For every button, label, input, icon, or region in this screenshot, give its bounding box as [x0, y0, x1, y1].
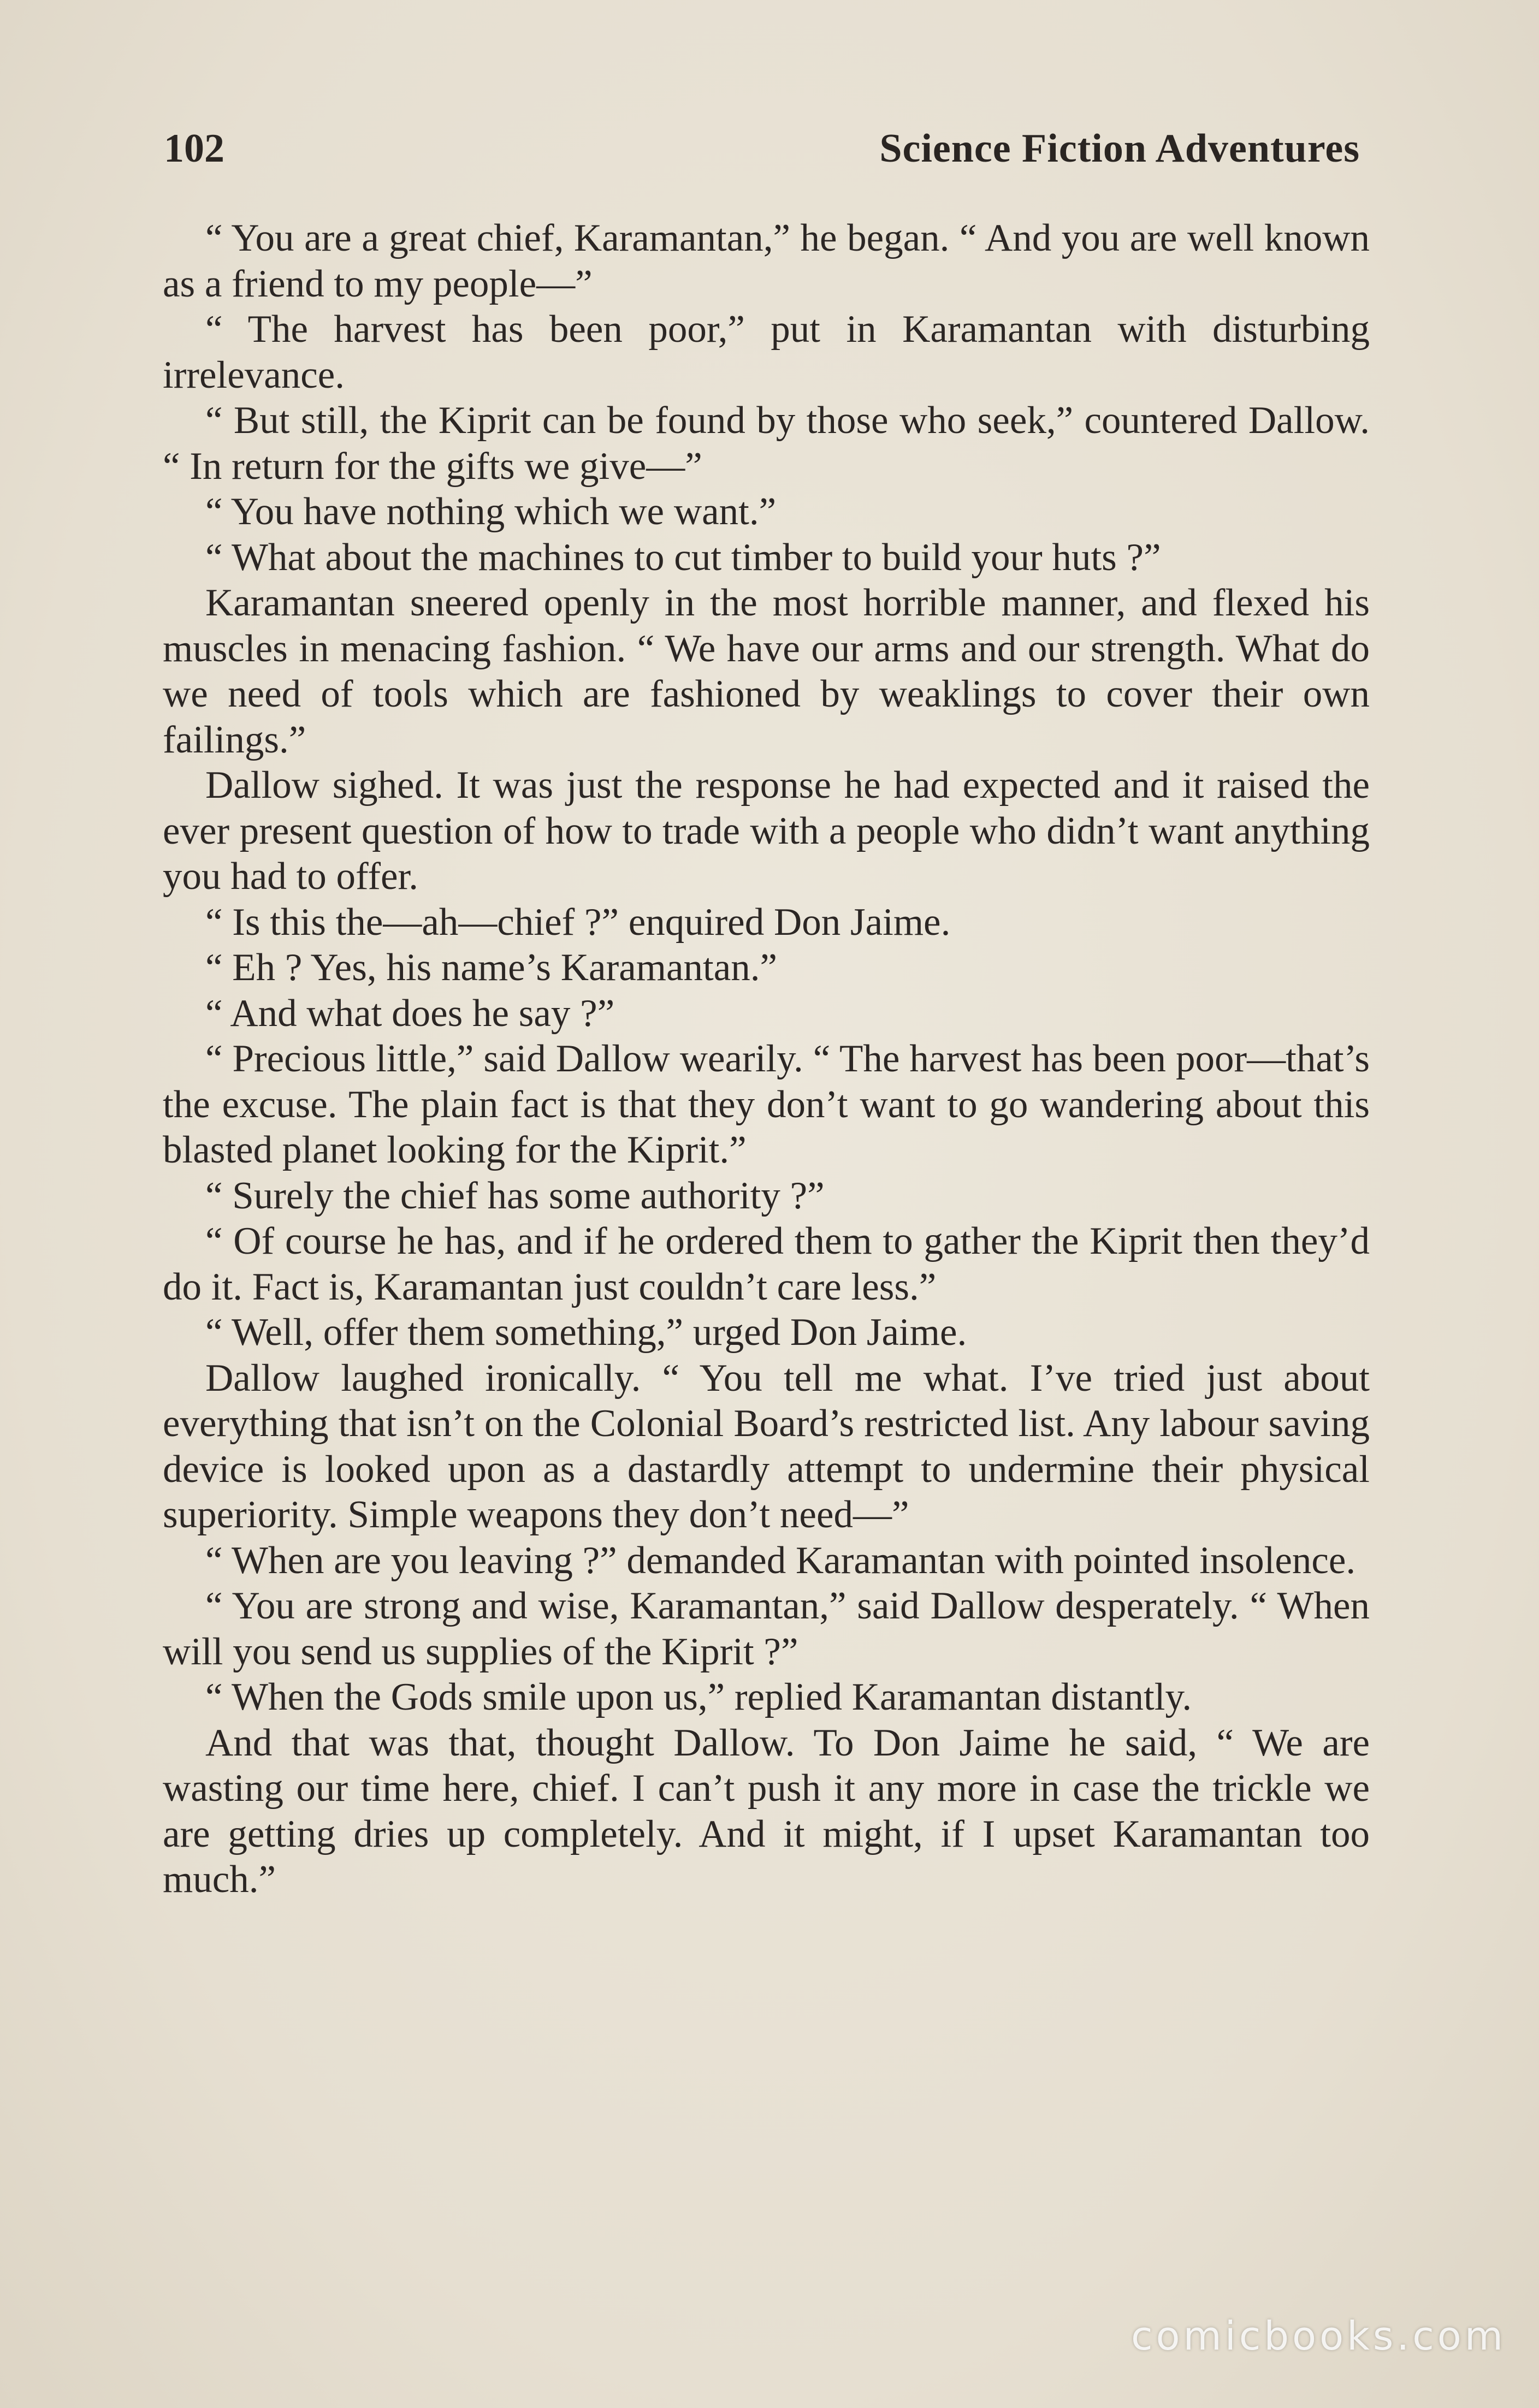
paragraph: “ You are strong and wise, Karamantan,” said Dallow desperately. “ When will you send us supplies of the Kiprit ?” [163, 1585, 1370, 1673]
paragraph: “ The harvest has been poor,” put in Karamantan with disturbing irrelevance. [163, 308, 1370, 396]
body-text [163, 216, 1370, 1903]
paragraph: “ When are you leaving ?” demanded Karamantan with pointed insolence. [205, 1539, 1356, 1582]
paragraph: “ You are a great chief, Karamantan,” he began. “ And you are well known as a friend to my people—” [163, 217, 1370, 305]
paragraph: And that was that, thought Dallow. To Don Jaime he said, “ We are wasting our time here, chief. I can’t push it any more in case the trickle we are getting dries up completely. And it might, if I upset Karamantan too much.” [163, 1721, 1370, 1901]
paragraph: Karamantan sneered openly in the most horrible manner, and flexed his muscles in menacing fashion. “ We have our arms and our strength. What do we need of tools which are fashioned by weaklings to cover their own failings.” [163, 582, 1370, 761]
paragraph: “ Eh ? Yes, his name’s Karamantan.” [205, 946, 777, 989]
paragraph: “ Of course he has, and if he ordered them to gather the Kiprit then they’d do it. Fact is, Karamantan just couldn’t care less.” [163, 1220, 1370, 1308]
paragraph: “ Is this the—ah—chief ?” enquired Don Jaime. [205, 900, 951, 944]
paragraph: “ You have nothing which we want.” [205, 490, 777, 533]
watermark-text: comicbooks.com [1130, 2313, 1506, 2359]
paragraph: “ Surely the chief has some authority ?” [205, 1174, 825, 1217]
paragraph: “ When the Gods smile upon us,” replied Karamantan distantly. [205, 1676, 1192, 1718]
paragraph: “ Precious little,” said Dallow wearily. “ The harvest has been poor—that’s the excuse. The plain fact is that they don’t want to go wandering about this blasted planet looking for the Kiprit.” [163, 1037, 1370, 1171]
paragraph: “ But still, the Kiprit can be found by those who seek,” countered Dallow. “ In return for the gifts we give—” [163, 399, 1370, 488]
running-title: Science Fiction Adventures [879, 126, 1360, 171]
paragraph: “ And what does he say ?” [205, 992, 615, 1035]
page-header [164, 126, 1360, 186]
page-number: 102 [164, 126, 224, 171]
paragraph: “ Well, offer them something,” urged Don Jaime. [205, 1311, 967, 1354]
paragraph: “ What about the machines to cut timber to build your huts ?” [205, 536, 1161, 579]
paragraph: Dallow laughed ironically. “ You tell me what. I’ve tried just about everything that isn’t on the Colonial Board’s restricted list. Any labour saving device is looked upon as a dastardly attempt to undermine their physical superiority. Simple weapons they don’t need—” [163, 1356, 1370, 1536]
paragraph: Dallow sighed. It was just the response he had expected and it raised the ever present question of how to trade with a people who didn’t want anything you had to offer. [163, 764, 1370, 898]
